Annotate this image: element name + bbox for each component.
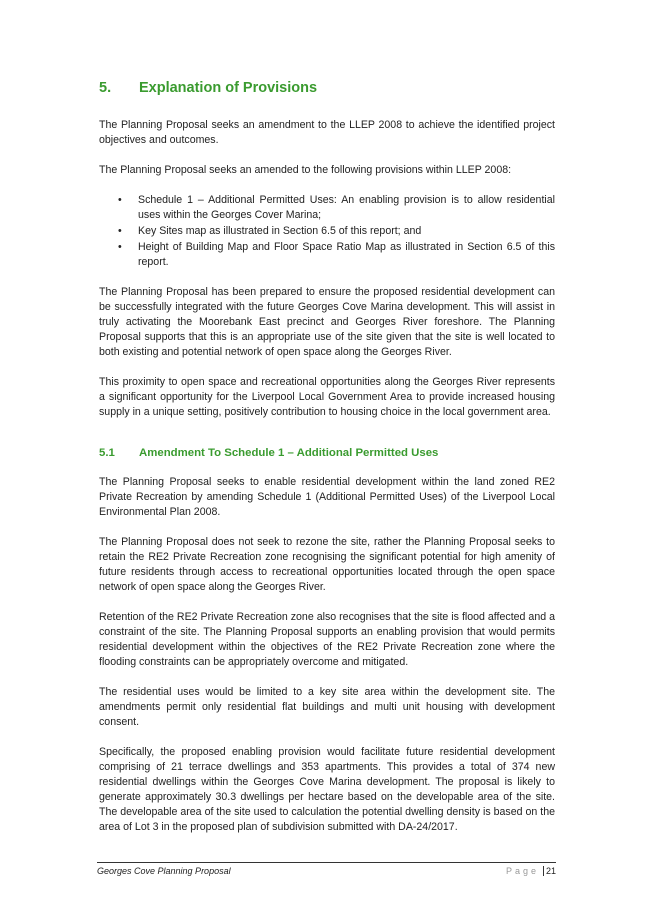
section-title: Explanation of Provisions xyxy=(139,80,318,96)
section-heading xyxy=(99,78,555,98)
paragraph: The Planning Proposal seeks to enable residential development within the land zoned RE2 Private Recreation by amending Schedule 1 (Additional Permitted Uses) of the Liverpool Local Environmental Plan 2008. xyxy=(99,476,555,518)
footer-document-title: Georges Cove Planning Proposal xyxy=(97,866,231,876)
document-body xyxy=(99,78,555,850)
page-separator xyxy=(543,866,544,876)
subsection-number: 5.1 xyxy=(99,447,115,459)
paragraph: Retention of the RE2 Private Recreation zone also recognises that the site is flood affected and a constraint of the site. The Planning Proposal supports an enabling provision that would permits residential development within the objectives of the RE2 Private Recreation zone where the flooding constraints can be appropriately overcome and mitigated. xyxy=(99,611,555,668)
page-indicator xyxy=(506,865,556,877)
list-item-text: Key Sites map as illustrated in Section 6.5 of this report; and xyxy=(138,225,422,237)
paragraph: The Planning Proposal does not seek to rezone the site, rather the Planning Proposal seeks to retain the RE2 Private Recreation zone recognising the significant potential for high amenity of future residents through access to recreational opportunities located through the open space network of open space along the Georges River. xyxy=(99,536,555,593)
list-item xyxy=(99,193,555,223)
page-footer xyxy=(97,862,556,877)
paragraph: The Planning Proposal has been prepared to ensure the proposed residential development can be successfully integrated with the future Georges Cove Marina development. This will assist in truly activating the Moorebank East precinct and Georges River foreshore. The Planning Proposal supports that this is an appropriate use of the site given that the site is well located to both existing and potential network of open space along the Georges River. xyxy=(99,286,555,358)
bullet-icon: • xyxy=(118,241,122,253)
provisions-list xyxy=(99,193,555,270)
section-number: 5. xyxy=(99,80,112,96)
subsection-title: Amendment To Schedule 1 – Additional Permitted Uses xyxy=(139,447,439,459)
subsection-heading xyxy=(99,446,555,461)
page-label: Page xyxy=(505,866,539,876)
paragraph: The Planning Proposal seeks an amendment to the LLEP 2008 to achieve the identified project objectives and outcomes. xyxy=(99,119,555,146)
page-number: 21 xyxy=(545,866,556,876)
bullet-icon: • xyxy=(118,194,122,206)
list-item xyxy=(99,240,555,270)
paragraph: This proximity to open space and recreational opportunities along the Georges River represents a significant opportunity for the Liverpool Local Government Area to provide increased housing supply in a unique setting, positively contribution to housing choice in the local government area. xyxy=(99,376,555,418)
paragraph: The Planning Proposal seeks an amended to the following provisions within LLEP 2008: xyxy=(99,164,512,176)
list-item-text: Height of Building Map and Floor Space Ratio Map as illustrated in Section 6.5 of this report. xyxy=(138,241,555,268)
list-item-text: Schedule 1 – Additional Permitted Uses: An enabling provision is to allow residential uses within the Georges Cover Marina; xyxy=(138,194,555,221)
paragraph: Specifically, the proposed enabling provision would facilitate future residential development comprising of 21 terrace dwellings and 353 apartments. This provides a total of 374 new residential dwellings within the Georges Cove Marina development. The proposal is likely to generate approximately 30.3 dwellings per hectare based on the developable area of the site. The developable area of the site used to calculation the potential dwelling density is based on the area of Lot 3 in the proposed plan of subdivision submitted with DA-24/2017. xyxy=(99,746,555,833)
paragraph: The residential uses would be limited to a key site area within the development site. The amendments permit only residential flat buildings and multi unit housing with development consent. xyxy=(99,686,555,728)
list-item xyxy=(99,224,555,239)
bullet-icon: • xyxy=(118,225,122,237)
